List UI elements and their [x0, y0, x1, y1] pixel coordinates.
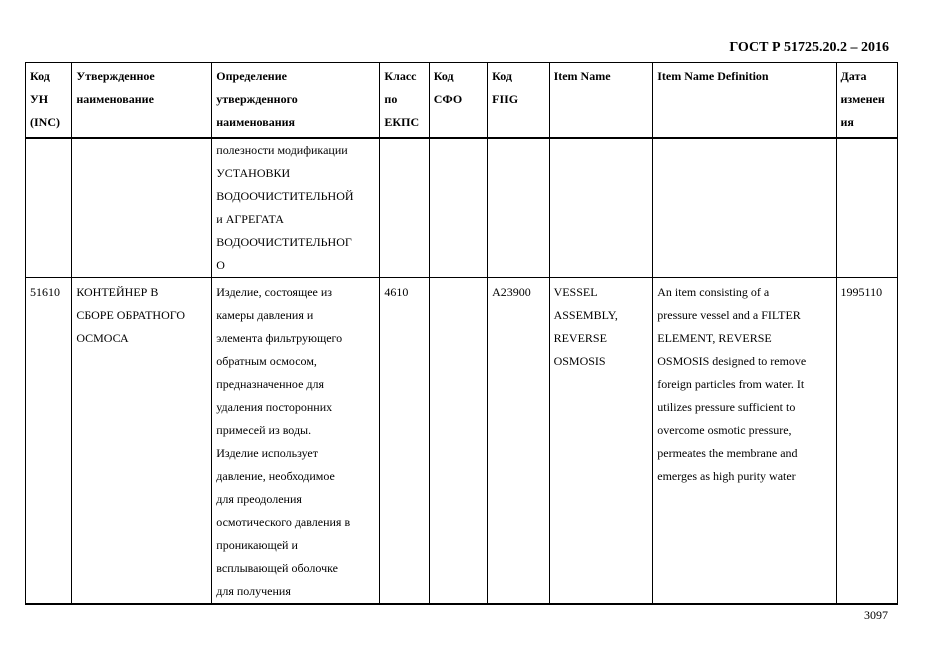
- header-sfo-code: Код СФО: [429, 63, 487, 139]
- header-change-date: Дата изменен ия: [836, 63, 897, 139]
- cell-definition: полезности модификации УСТАНОВКИ ВОДООЧИСТИТЕЛЬНОЙ и АГРЕГАТА ВОДООЧИСТИТЕЛЬНОГ О: [212, 138, 380, 278]
- cell-definition: Изделие, состоящее из камеры давления и элемента фильтрующего обратным осмосом, предназначенное для удаления посторонних примесей из воды. Изделие использует давление, необходимое для преодоления осмотического давления в проникающей и всплывающей оболочке для получения: [212, 278, 380, 605]
- header-item-name-definition: Item Name Definition: [653, 63, 836, 139]
- cell-change-date: 1995110: [836, 278, 897, 605]
- cell-item-name: [549, 138, 653, 278]
- header-inc-code: Код УН (INC): [26, 63, 72, 139]
- cell-inc-code: 51610: [26, 278, 72, 605]
- table-row: [26, 138, 898, 278]
- table-row: [26, 278, 898, 605]
- cell-fiig-code: [488, 138, 549, 278]
- cell-item-name: VESSEL ASSEMBLY, REVERSE OSMOSIS: [549, 278, 653, 605]
- header-ekps-class: Класс по ЕКПС: [380, 63, 429, 139]
- cell-item-name-definition: [653, 138, 836, 278]
- cell-inc-code: [26, 138, 72, 278]
- table-header-row: [26, 63, 898, 139]
- cell-approved-name: [72, 138, 212, 278]
- cell-approved-name: КОНТЕЙНЕР В СБОРЕ ОБРАТНОГО ОСМОСА: [72, 278, 212, 605]
- page-number: 3097: [864, 608, 888, 622]
- header-item-name: Item Name: [549, 63, 653, 139]
- cell-fiig-code: A23900: [488, 278, 549, 605]
- cell-sfo-code: [429, 138, 487, 278]
- cell-sfo-code: [429, 278, 487, 605]
- cell-ekps-class: 4610: [380, 278, 429, 605]
- header-fiig-code: Код FIIG: [488, 63, 549, 139]
- header-approved-name: Утвержденное наименование: [72, 63, 212, 139]
- header-definition: Определение утвержденного наименования: [212, 63, 380, 139]
- standard-title: ГОСТ Р 51725.20.2 – 2016: [729, 40, 889, 55]
- classification-table: [25, 62, 898, 605]
- cell-change-date: [836, 138, 897, 278]
- cell-ekps-class: [380, 138, 429, 278]
- cell-item-name-definition: An item consisting of a pressure vessel and a FILTER ELEMENT, REVERSE OSMOSIS designed to remove foreign particles from water. It utilizes pressure sufficient to overcome osmotic pressure, permeates the membrane and emerges as high purity water: [653, 278, 836, 605]
